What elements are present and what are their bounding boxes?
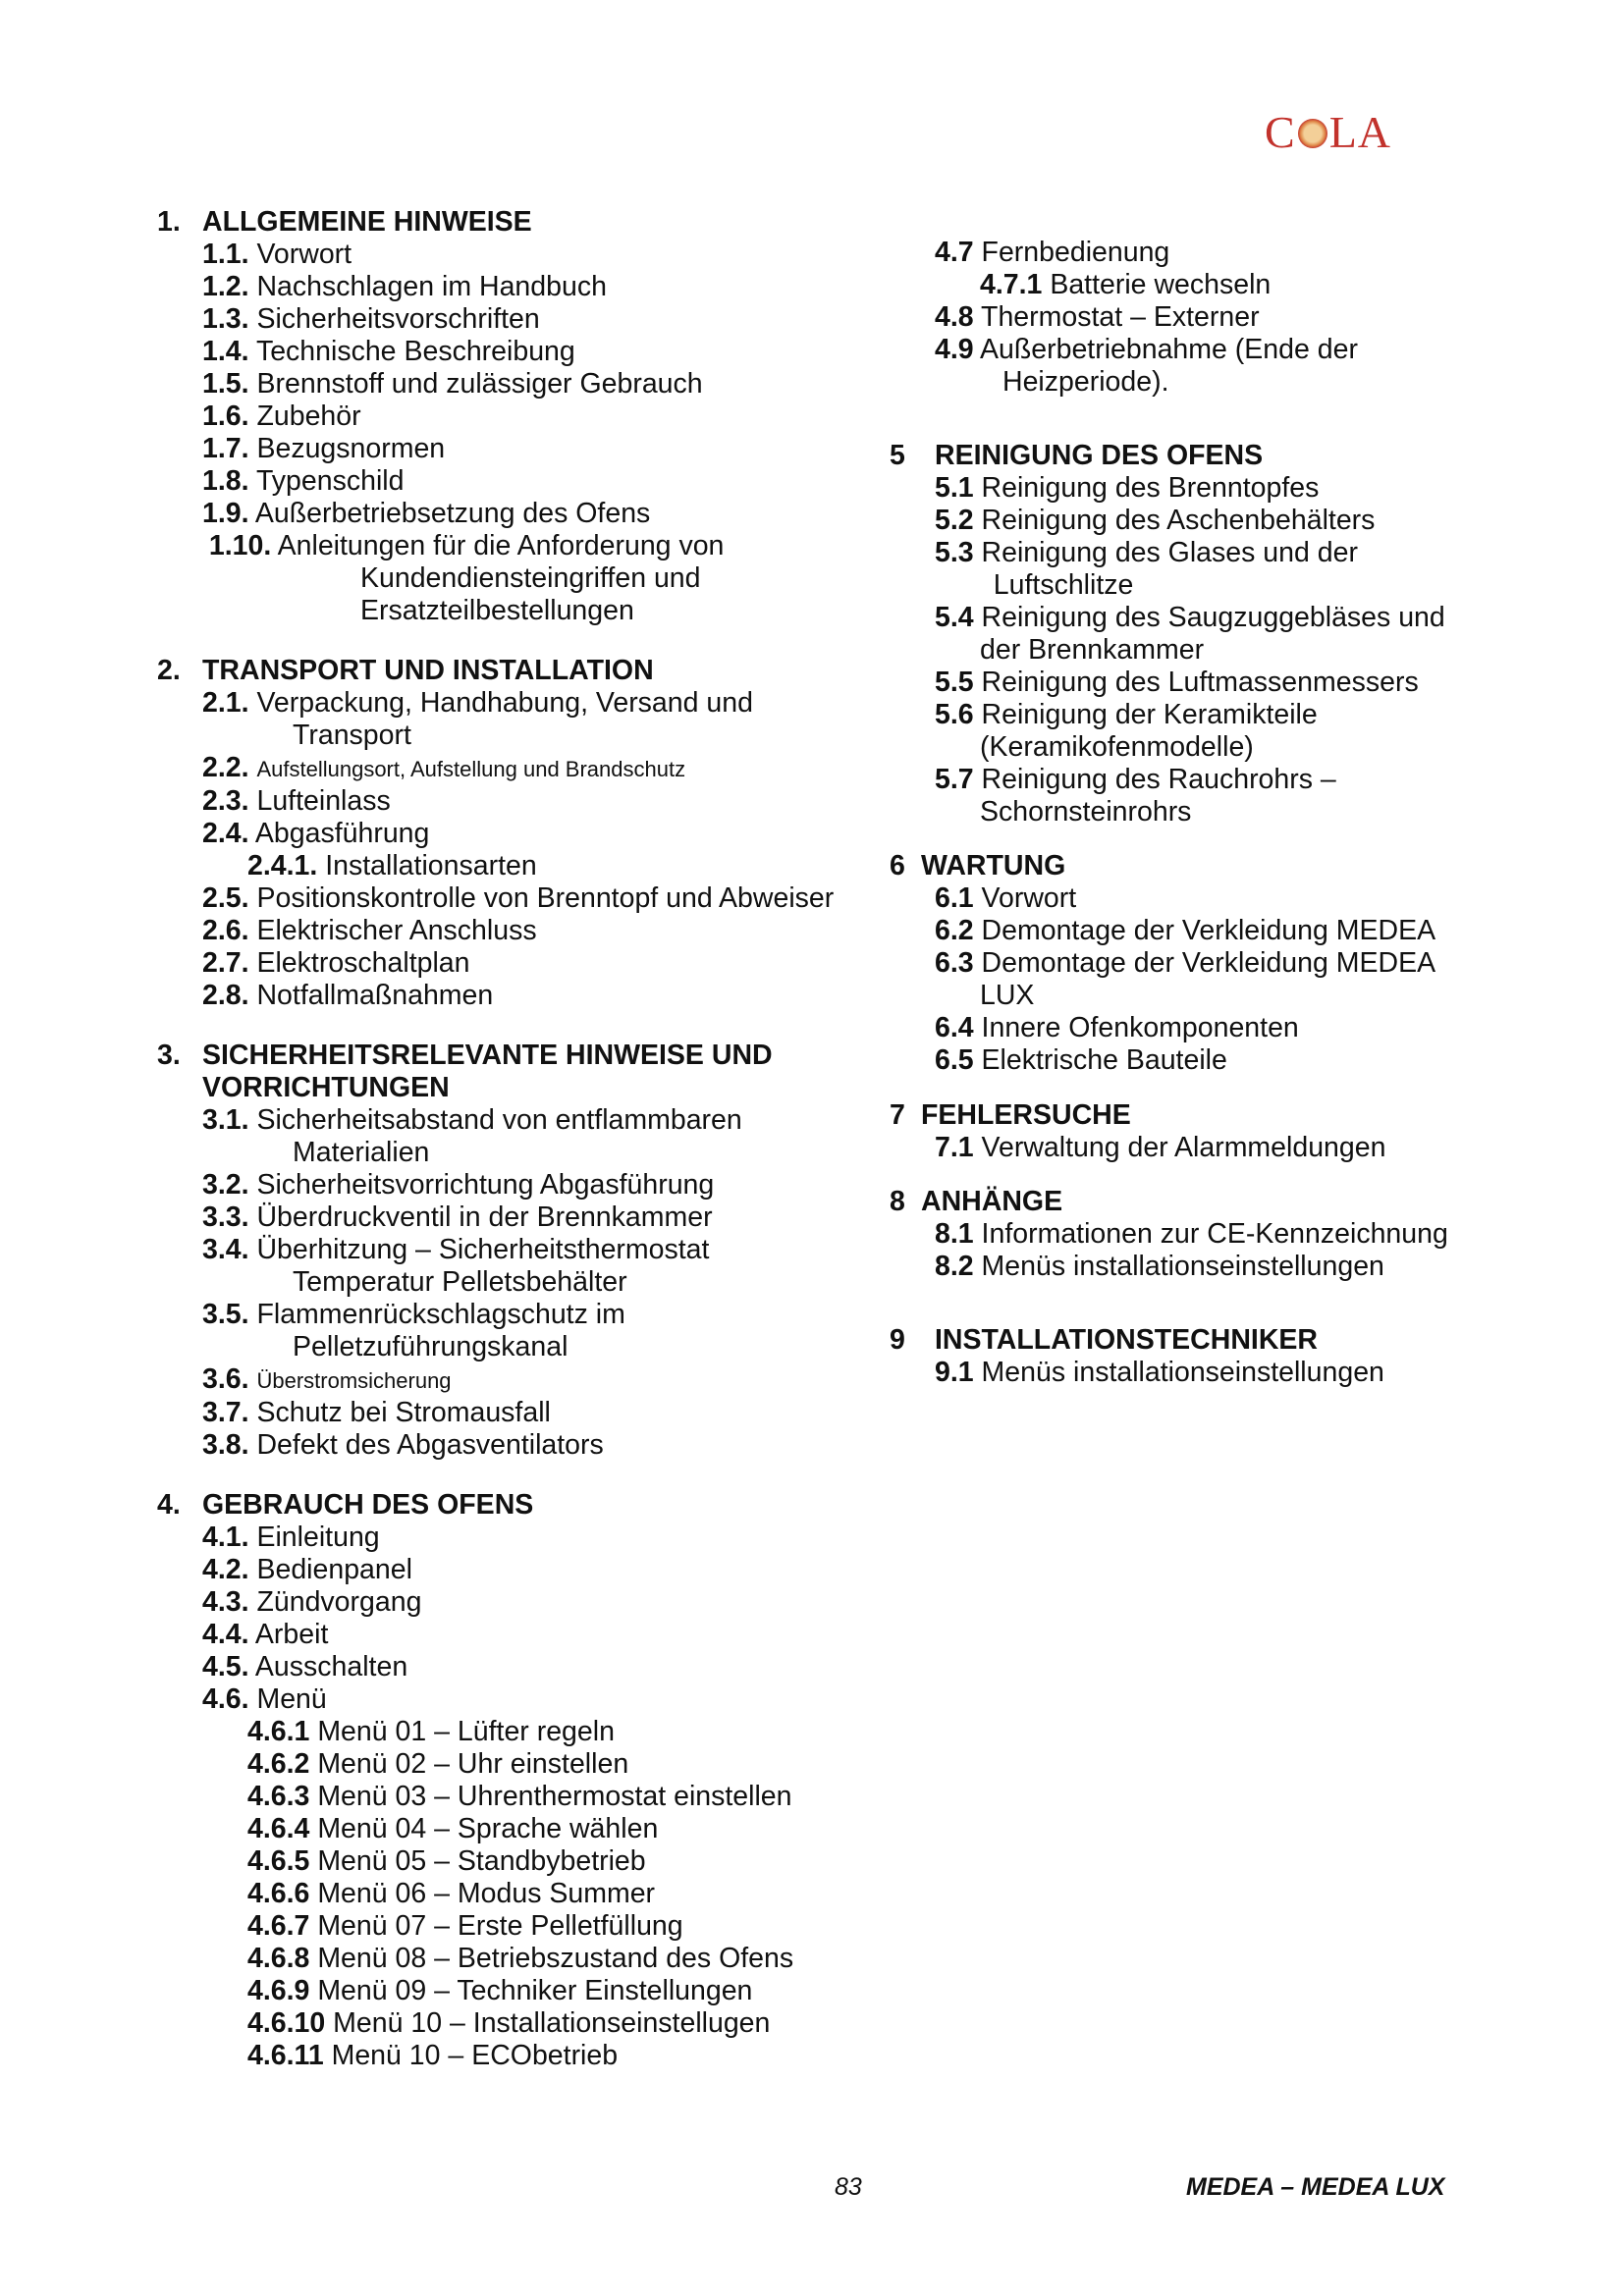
toc-entry-number: 4.7.1: [980, 269, 1043, 300]
toc-entry-number: 6.4: [935, 1012, 974, 1044]
toc-right-column: [890, 237, 1479, 1389]
footer-model-name: MEDEA – MEDEA LUX: [1186, 2173, 1445, 2201]
toc-entry-number: 4.5.: [202, 1651, 249, 1682]
toc-entry-title: Fernbedienung: [981, 237, 1170, 268]
toc-entry: [157, 1975, 864, 2007]
toc-entry-title: Flammenrückschlagschutz im: [256, 1299, 625, 1330]
toc-entry: [157, 1397, 864, 1429]
toc-entry-number: 2.7.: [202, 947, 249, 979]
toc-entry-title: Installationsarten: [325, 850, 537, 881]
toc-entry: [890, 1251, 1479, 1283]
toc-entry-title: Menü 10 – ECObetrieb: [331, 2040, 619, 2071]
toc-entry-number: 6.3: [935, 947, 974, 980]
toc-entry-title: Einleitung: [256, 1522, 380, 1553]
toc-entry-title: Batterie wechseln: [1050, 269, 1272, 300]
toc-entry: [157, 1748, 864, 1781]
toc-entry-number: 4.6.8: [247, 1943, 310, 1974]
toc-entry-title: Schutz bei Stromausfall: [256, 1397, 551, 1428]
toc-entry-number: 2.4.: [202, 818, 249, 849]
toc-entry-title: Zündvorgang: [256, 1586, 422, 1618]
toc-entry-continued: Transport: [293, 720, 411, 751]
toc-entry-number: 4.6.1: [247, 1716, 310, 1747]
section-number: 4.: [157, 1489, 181, 1521]
toc-entry-number: 4.6.11: [247, 2040, 324, 2071]
toc-entry: [157, 1201, 864, 1234]
toc-entry: [157, 1716, 864, 1748]
toc-entry-number: 6.1: [935, 882, 974, 915]
section-number: 7: [890, 1098, 905, 1131]
toc-entry: [157, 1781, 864, 1813]
toc-entry-number: 1.1.: [202, 239, 249, 270]
toc-entry-number: 4.2.: [202, 1554, 249, 1585]
toc-entry-title: Elektrische Bauteile: [981, 1044, 1227, 1077]
toc-entry-title: Menü 08 – Betriebszustand des Ofens: [317, 1943, 794, 1974]
toc-entry: [157, 1586, 864, 1619]
toc-entry-number: 1.5.: [202, 368, 249, 400]
section-title: ANHÄNGE: [921, 1186, 1063, 1218]
toc-entry-continued: (Keramikofenmodelle): [980, 731, 1254, 763]
toc-entry-number: 5.4: [935, 602, 974, 633]
toc-entry-title: Nachschlagen im Handbuch: [256, 271, 607, 302]
toc-entry-number: 2.6.: [202, 915, 249, 946]
toc-entry: [157, 1619, 864, 1651]
toc-entry-title: Technische Beschreibung: [255, 336, 575, 367]
toc-entry: [890, 947, 1479, 980]
toc-entry: [157, 1522, 864, 1554]
toc-entry: [157, 465, 864, 498]
toc-entry-number: 4.4.: [202, 1619, 249, 1650]
toc-entry-number: 6.5: [935, 1044, 974, 1077]
toc-entry: [157, 785, 864, 818]
toc-entry-title: Außerbetriebnahme (Ende der: [979, 334, 1358, 365]
toc-entry: [890, 537, 1479, 569]
toc-entry-title: Bezugsnormen: [256, 433, 446, 464]
toc-entry: [157, 303, 864, 336]
toc-entry-number: 4.6.7: [247, 1910, 310, 1942]
section-heading: [890, 1099, 1479, 1132]
toc-entry-title: Überstromsicherung: [256, 1368, 452, 1393]
section-number: 8: [890, 1186, 905, 1218]
section-title: SICHERHEITSRELEVANTE HINWEISE UND: [202, 1040, 773, 1071]
section-heading: [890, 850, 1479, 882]
toc-entry-number: 5.2: [935, 505, 974, 536]
toc-entry-number: 5.3: [935, 537, 974, 568]
toc-entry: [157, 1878, 864, 1910]
toc-entry-title: Zubehör: [256, 400, 361, 432]
toc-entry-title: Verpackung, Handhabung, Versand und: [256, 687, 753, 719]
toc-entry: [157, 1683, 864, 1716]
toc-entry: [890, 1132, 1479, 1164]
toc-entry-title: Überdruckventil in der Brennkammer: [256, 1201, 713, 1233]
toc-entry: [157, 1363, 864, 1397]
toc-entry-title: Menü 05 – Standbybetrieb: [317, 1845, 646, 1877]
toc-entry-title: Menü 04 – Sprache wählen: [317, 1813, 659, 1844]
toc-entry-continued: Pelletzuführungskanal: [293, 1331, 568, 1362]
toc-entry: [157, 1104, 864, 1137]
section-title: WARTUNG: [921, 850, 1066, 882]
toc-entry-number: 2.4.1.: [247, 850, 318, 881]
toc-entry-number: 8.2: [935, 1251, 974, 1283]
section-number: 1.: [157, 206, 181, 238]
toc-entry: [890, 915, 1479, 947]
toc-entry-title: Menü 09 – Techniker Einstellungen: [317, 1975, 753, 2006]
toc-entry-continued: Heizperiode).: [1002, 366, 1169, 398]
brand-logo-o-mark: [1298, 119, 1327, 148]
toc-entry: [157, 1429, 864, 1462]
section-number: 5: [890, 440, 905, 471]
toc-entry-number: 2.5.: [202, 882, 249, 914]
toc-entry-title: Menü 10 – Installationseinstellugen: [333, 2007, 771, 2039]
toc-entry-number: 5.6: [935, 699, 974, 730]
toc-entry: [890, 699, 1479, 731]
toc-entry: [157, 1234, 864, 1266]
section-title: ALLGEMEINE HINWEISE: [202, 206, 532, 238]
toc-entry: [157, 2007, 864, 2040]
toc-entry-number: 2.2.: [202, 752, 249, 783]
toc-entry-title: Abgasführung: [254, 818, 430, 849]
toc-entry-title: Arbeit: [254, 1619, 329, 1650]
toc-entry-title: Reinigung des Aschenbehälters: [981, 505, 1376, 536]
toc-entry-number: 3.6.: [202, 1363, 249, 1395]
toc-entry-title: Positionskontrolle von Brenntopf und Abweiser: [256, 882, 835, 914]
section-heading: [157, 655, 864, 687]
toc-entry: [157, 1169, 864, 1201]
toc-entry-title: Demontage der Verkleidung MEDEA: [981, 915, 1436, 947]
toc-entry-number: 6.2: [935, 915, 974, 947]
toc-entry: [157, 2040, 864, 2072]
toc-entry-number: 4.6.9: [247, 1975, 310, 2006]
toc-entry-title: Sicherheitsabstand von entflammbaren: [256, 1104, 742, 1136]
toc-entry: [157, 368, 864, 400]
toc-entry-title: Vorwort: [981, 882, 1077, 915]
toc-entry: [890, 1218, 1479, 1251]
toc-entry-title: Verwaltung der Alarmmeldungen: [981, 1131, 1386, 1163]
section-heading: [890, 440, 1479, 472]
section-heading: [157, 1489, 864, 1522]
brand-logo-c: C: [1265, 107, 1296, 157]
section-title: FEHLERSUCHE: [921, 1098, 1131, 1131]
toc-entry-number: 4.6.5: [247, 1845, 310, 1877]
section-title: INSTALLATIONSTECHNIKER: [935, 1324, 1319, 1357]
toc-entry: [157, 400, 864, 433]
toc-entry-title: Menüs installationseinstellungen: [981, 1357, 1384, 1389]
section-heading: [157, 1040, 864, 1072]
toc-entry: [890, 1012, 1479, 1044]
toc-entry-number: 3.4.: [202, 1234, 249, 1265]
toc-entry-title: Menü 02 – Uhr einstellen: [317, 1748, 629, 1780]
toc-entry-continued: LUX: [980, 980, 1035, 1012]
brand-logo: [1265, 107, 1392, 157]
section-title: TRANSPORT UND INSTALLATION: [202, 655, 654, 686]
toc-entry-continued: Temperatur Pelletsbehälter: [293, 1266, 627, 1298]
toc-entry-title: Reinigung des Glases und der: [981, 537, 1358, 568]
toc-entry-number: 1.7.: [202, 433, 249, 464]
toc-entry: [890, 269, 1479, 301]
toc-entry-number: 2.8.: [202, 980, 249, 1011]
toc-entry-number: 1.10.: [208, 530, 272, 561]
toc-entry-title: Thermostat – Externer: [981, 301, 1260, 333]
toc-entry-number: 1.4.: [202, 336, 249, 367]
toc-entry: [890, 1357, 1479, 1389]
toc-entry-number: 3.1.: [202, 1104, 249, 1136]
toc-entry-title: Reinigung des Rauchrohrs –: [981, 764, 1336, 795]
toc-entry-number: 1.8.: [202, 465, 249, 497]
toc-entry-title: Anleitungen für die Anforderung von: [277, 530, 725, 561]
page-number: 83: [835, 2173, 862, 2201]
toc-entry-title: Vorwort: [256, 239, 352, 270]
toc-entry: [157, 1651, 864, 1683]
toc-entry: [157, 882, 864, 915]
toc-entry-number: 3.7.: [202, 1397, 249, 1428]
toc-entry: [157, 498, 864, 530]
toc-entry-title: Elektroschaltplan: [256, 947, 470, 979]
toc-left-column: [157, 206, 864, 2072]
toc-entry-number: 1.9.: [202, 498, 249, 529]
section-number: 9: [890, 1324, 905, 1357]
toc-entry-title: Menü 07 – Erste Pelletfüllung: [317, 1910, 683, 1942]
brand-logo-la: LA: [1328, 107, 1392, 157]
toc-entry-title: Reinigung des Saugzuggebläses und: [981, 602, 1445, 633]
toc-entry-title: Aufstellungsort, Aufstellung und Brandschutz: [256, 757, 686, 781]
toc-entry-title: Überhitzung – Sicherheitsthermostat: [256, 1234, 710, 1265]
toc-entry: [157, 1845, 864, 1878]
toc-entry: [157, 271, 864, 303]
toc-entry: [890, 237, 1479, 269]
toc-entry-number: 4.7: [935, 237, 974, 268]
toc-entry-title: Menü: [256, 1683, 327, 1715]
toc-entry-continued: der Brennkammer: [980, 634, 1205, 666]
toc-entry-number: 4.3.: [202, 1586, 249, 1618]
toc-entry-number: 4.6.3: [247, 1781, 310, 1812]
toc-entry: [890, 667, 1479, 699]
section-heading: [890, 1324, 1479, 1357]
toc-entry-title: Bedienpanel: [256, 1554, 412, 1585]
toc-entry: [157, 818, 864, 850]
section-title: GEBRAUCH DES OFENS: [202, 1489, 534, 1521]
toc-entry: [890, 472, 1479, 505]
toc-entry: [157, 752, 864, 785]
toc-entry: [157, 433, 864, 465]
section-heading-continued: VORRICHTUNGEN: [202, 1072, 450, 1103]
toc-entry: [890, 334, 1479, 366]
toc-entry-title: Typenschild: [255, 465, 405, 497]
toc-entry: [157, 850, 864, 882]
toc-entry-number: 3.3.: [202, 1201, 249, 1233]
toc-entry-title: Ausschalten: [254, 1651, 408, 1682]
toc-entry-title: Sicherheitsvorrichtung Abgasführung: [256, 1169, 715, 1201]
toc-entry-number: 2.3.: [202, 785, 249, 817]
toc-entry-number: 5.1: [935, 472, 974, 504]
toc-entry-title: Innere Ofenkomponenten: [981, 1012, 1299, 1044]
toc-entry-number: 8.1: [935, 1218, 974, 1251]
toc-entry-number: 5.7: [935, 764, 974, 795]
toc-entry: [157, 1554, 864, 1586]
toc-entry-number: 1.6.: [202, 400, 249, 432]
toc-entry: [157, 1910, 864, 1943]
toc-entry: [157, 336, 864, 368]
toc-entry-number: 7.1: [935, 1131, 974, 1163]
toc-entry-title: Menü 03 – Uhrenthermostat einstellen: [317, 1781, 792, 1812]
toc-entry-continued: Kundendiensteingriffen und: [360, 562, 701, 594]
toc-entry-continued: Luftschlitze: [993, 569, 1134, 601]
section-number: 6: [890, 850, 905, 882]
toc-entry-title: Brennstoff und zulässiger Gebrauch: [256, 368, 703, 400]
toc-entry-title: Elektrischer Anschluss: [256, 915, 537, 946]
toc-entry-title: Reinigung des Brenntopfes: [981, 472, 1320, 504]
toc-entry-title: Defekt des Abgasventilators: [256, 1429, 604, 1461]
toc-entry: [157, 687, 864, 720]
toc-entry-title: Lufteinlass: [256, 785, 391, 817]
toc-entry: [890, 505, 1479, 537]
toc-entry-number: 4.8: [935, 301, 974, 333]
toc-entry: [157, 915, 864, 947]
toc-entry-number: 4.9: [935, 334, 974, 365]
toc-entry-number: 9.1: [935, 1357, 974, 1389]
toc-entry: [157, 947, 864, 980]
toc-entry-number: 4.6.4: [247, 1813, 310, 1844]
toc-entry-number: 1.3.: [202, 303, 249, 335]
toc-entry-continued: Materialien: [293, 1137, 430, 1168]
toc-entry-title: Reinigung des Luftmassenmessers: [981, 667, 1419, 698]
toc-entry-title: Außerbetriebsetzung des Ofens: [254, 498, 651, 529]
section-heading: [157, 206, 864, 239]
toc-entry-title: Menü 06 – Modus Summer: [317, 1878, 656, 1909]
toc-entry: [890, 1044, 1479, 1077]
toc-entry-number: 4.6.2: [247, 1748, 310, 1780]
toc-entry-title: Menü 01 – Lüfter regeln: [317, 1716, 615, 1747]
toc-entry-title: Reinigung der Keramikteile: [981, 699, 1318, 730]
toc-entry-number: 1.2.: [202, 271, 249, 302]
section-title: REINIGUNG DES OFENS: [935, 440, 1264, 471]
toc-entry-number: 2.1.: [202, 687, 249, 719]
toc-entry: [157, 1943, 864, 1975]
toc-entry: [157, 239, 864, 271]
toc-entry-number: 3.2.: [202, 1169, 249, 1201]
toc-entry-title: Menüs installationseinstellungen: [981, 1251, 1384, 1283]
toc-entry: [157, 1299, 864, 1331]
section-heading: [890, 1186, 1479, 1218]
toc-entry-title: Sicherheitsvorschriften: [256, 303, 540, 335]
toc-entry: [890, 882, 1479, 915]
toc-entry-continued: Ersatzteilbestellungen: [360, 595, 634, 626]
toc-entry-title: Informationen zur CE-Kennzeichnung: [981, 1218, 1448, 1251]
toc-entry: [890, 764, 1479, 796]
toc-entry-title: Demontage der Verkleidung MEDEA: [981, 947, 1436, 980]
toc-entry: [157, 1813, 864, 1845]
toc-entry-number: 4.6.: [202, 1683, 249, 1715]
section-number: 3.: [157, 1040, 181, 1071]
section-number: 2.: [157, 655, 181, 686]
toc-entry-continued: Schornsteinrohrs: [980, 796, 1192, 828]
toc-entry: [157, 530, 864, 562]
toc-entry-number: 5.5: [935, 667, 974, 698]
toc-entry-number: 4.6.6: [247, 1878, 310, 1909]
toc-entry-number: 4.1.: [202, 1522, 249, 1553]
toc-entry-number: 3.5.: [202, 1299, 249, 1330]
toc-entry-number: 3.8.: [202, 1429, 249, 1461]
toc-entry-number: 4.6.10: [247, 2007, 326, 2039]
toc-entry: [157, 980, 864, 1012]
toc-entry: [890, 602, 1479, 634]
toc-entry-title: Notfallmaßnahmen: [256, 980, 494, 1011]
toc-entry: [890, 301, 1479, 334]
